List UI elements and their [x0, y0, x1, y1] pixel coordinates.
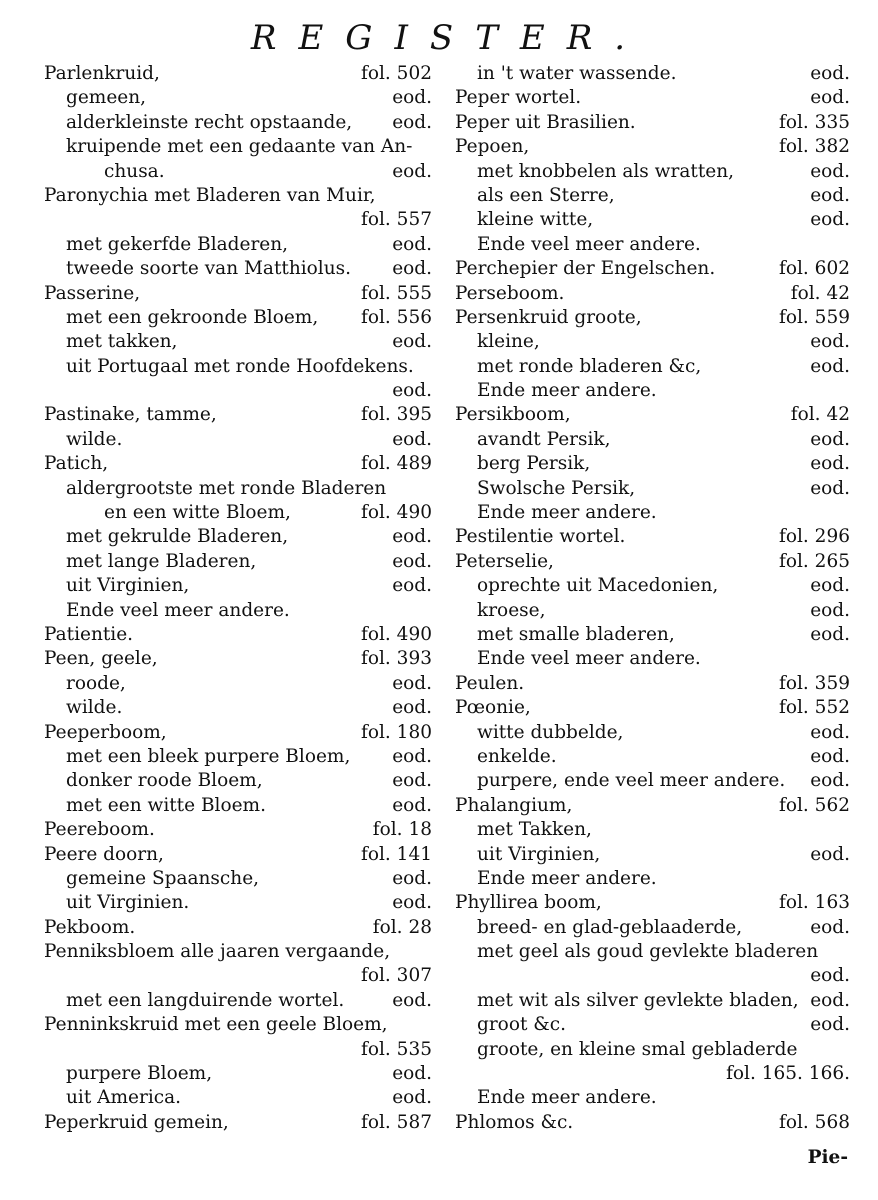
entry-folio: fol. 307: [361, 965, 432, 987]
entry-folio: eod.: [392, 87, 432, 109]
entry-term: wilde.: [66, 428, 123, 450]
entry-term: Ende veel meer andere.: [66, 599, 290, 621]
entry-term: Pœonie,: [455, 697, 531, 719]
index-entry: [44, 574, 432, 598]
entry-folio: eod.: [392, 258, 432, 280]
entry-folio: eod.: [392, 331, 432, 353]
entry-term: Pepoen,: [455, 136, 530, 158]
entry-term: kleine witte,: [477, 209, 594, 231]
index-entry: [455, 769, 850, 793]
entry-folio: eod.: [810, 428, 850, 450]
index-entry: [44, 916, 432, 940]
index-entry: [44, 355, 432, 379]
index-entry: [44, 160, 432, 184]
entry-term: Pestilentie wortel.: [455, 526, 626, 548]
index-entry: [44, 721, 432, 745]
entry-term: Peeperboom,: [44, 721, 167, 743]
entry-folio: fol. 587: [361, 1111, 432, 1133]
index-entry: [455, 452, 850, 476]
entry-folio: eod.: [810, 721, 850, 743]
entry-term: uit Portugaal met ronde Hoofdekens.: [66, 355, 414, 377]
index-entry: [44, 1038, 432, 1062]
entry-folio: eod.: [392, 160, 432, 182]
index-entry: [455, 1086, 850, 1110]
entry-term: Swolsche Persik,: [477, 477, 636, 499]
index-entry: [455, 379, 850, 403]
entry-folio: eod.: [392, 794, 432, 816]
index-entry: [455, 599, 850, 623]
entry-folio: fol. 165. 166.: [726, 1063, 850, 1085]
entry-term: gemeine Spaansche,: [66, 867, 260, 889]
index-entry: [44, 62, 432, 86]
entry-term: Patientie.: [44, 623, 134, 645]
index-entry: [455, 989, 850, 1013]
entry-term: Penniksbloem alle jaaren vergaande,: [44, 941, 391, 963]
entry-term: met knobbelen als wratten,: [477, 160, 735, 182]
index-entry: [44, 940, 432, 964]
entry-folio: fol. 556: [361, 306, 432, 328]
entry-term: oprechte uit Macedonien,: [477, 575, 719, 597]
index-entry: [455, 1062, 850, 1086]
index-entry: [455, 672, 850, 696]
entry-term: uit Virginien,: [477, 843, 601, 865]
index-entry: [44, 86, 432, 110]
index-entry: [455, 916, 850, 940]
index-entry: [44, 599, 432, 623]
index-entry: [44, 769, 432, 793]
entry-folio: eod.: [392, 1087, 432, 1109]
left-index-column: [44, 62, 432, 1135]
index-entry: [44, 1013, 432, 1037]
entry-folio: fol. 562: [779, 794, 850, 816]
entry-term: Phlomos &c.: [455, 1111, 574, 1133]
entry-term: Persikboom,: [455, 404, 571, 426]
entry-term: avandt Persik,: [477, 428, 611, 450]
entry-folio: fol. 552: [779, 697, 850, 719]
index-entry: [44, 623, 432, 647]
entry-term: purpere Bloem,: [66, 1063, 213, 1085]
index-entry: [44, 989, 432, 1013]
entry-term: Penninkskruid met een geele Bloem,: [44, 1014, 388, 1036]
entry-term: kleine,: [477, 331, 540, 353]
index-entry: [44, 379, 432, 403]
entry-folio: fol. 296: [779, 526, 850, 548]
entry-term: met geel als goud gevlekte bladeren: [477, 941, 819, 963]
entry-folio: eod.: [392, 1063, 432, 1085]
entry-term: groote, en kleine smal gebladerde: [477, 1038, 798, 1060]
entry-folio: eod.: [392, 745, 432, 767]
index-entry: [455, 111, 850, 135]
entry-term: Phyllirea boom,: [455, 892, 602, 914]
index-entry: [455, 477, 850, 501]
entry-folio: eod.: [392, 989, 432, 1011]
entry-folio: eod.: [810, 575, 850, 597]
index-entry: [44, 477, 432, 501]
entry-folio: eod.: [810, 965, 850, 987]
index-entry: [455, 794, 850, 818]
entry-term: met een bleek purpere Bloem,: [66, 745, 351, 767]
index-entry: [44, 525, 432, 549]
index-entry: [455, 135, 850, 159]
entry-folio: eod.: [810, 843, 850, 865]
entry-term: met lange Bladeren,: [66, 550, 257, 572]
entry-term: enkelde.: [477, 745, 557, 767]
entry-term: met ronde bladeren &c,: [477, 355, 702, 377]
entry-term: Peulen.: [455, 672, 525, 694]
index-entry: [455, 721, 850, 745]
entry-term: kruipende met een gedaante van An-: [66, 136, 413, 158]
entry-term: Passerine,: [44, 282, 141, 304]
entry-term: Pekboom.: [44, 916, 136, 938]
entry-term: groot &c.: [477, 1014, 566, 1036]
entry-term: en een witte Bloem,: [104, 502, 291, 524]
entry-term: aldergrootste met ronde Bladeren: [66, 477, 387, 499]
entry-folio: fol. 535: [361, 1038, 432, 1060]
entry-folio: eod.: [810, 87, 850, 109]
entry-folio: eod.: [810, 745, 850, 767]
entry-folio: fol. 42: [790, 404, 850, 426]
entry-folio: eod.: [392, 380, 432, 402]
entry-folio: fol. 568: [779, 1111, 850, 1133]
entry-folio: fol. 163: [779, 892, 850, 914]
index-entry: [44, 257, 432, 281]
entry-term: purpere, ende veel meer andere.: [477, 770, 786, 792]
entry-term: met gekrulde Bladeren,: [66, 526, 289, 548]
entry-folio: fol. 490: [361, 502, 432, 524]
index-entry: [44, 330, 432, 354]
entry-folio: eod.: [810, 477, 850, 499]
entry-term: wilde.: [66, 697, 123, 719]
entry-term: met wit als silver gevlekte bladen,: [477, 989, 799, 1011]
entry-term: breed- en glad-geblaaderde,: [477, 916, 743, 938]
entry-folio: eod.: [392, 111, 432, 133]
entry-folio: eod.: [810, 63, 850, 84]
entry-folio: eod.: [392, 770, 432, 792]
entry-term: witte dubbelde,: [477, 721, 624, 743]
index-entry: [455, 233, 850, 257]
entry-term: chusa.: [104, 160, 165, 182]
index-entry: [455, 940, 850, 964]
entry-term: alderkleinste recht opstaande,: [66, 111, 353, 133]
index-entry: [455, 257, 850, 281]
entry-folio: eod.: [810, 623, 850, 645]
index-entry: [44, 111, 432, 135]
index-entry: [44, 1111, 432, 1135]
entry-folio: fol. 335: [779, 111, 850, 133]
entry-term: kroese,: [477, 599, 546, 621]
entry-folio: eod.: [810, 453, 850, 475]
index-entry: [455, 62, 850, 86]
entry-folio: eod.: [810, 916, 850, 938]
entry-folio: eod.: [810, 770, 850, 792]
index-entry: [44, 843, 432, 867]
entry-folio: eod.: [392, 575, 432, 597]
index-entry: [455, 843, 850, 867]
index-entry: [44, 672, 432, 696]
entry-folio: eod.: [392, 867, 432, 889]
index-entry: [44, 282, 432, 306]
entry-folio: eod.: [392, 428, 432, 450]
entry-term: Pastinake, tamme,: [44, 404, 217, 426]
entry-term: donker roode Bloem,: [66, 770, 263, 792]
entry-folio: fol. 557: [361, 209, 432, 231]
index-entry: [455, 623, 850, 647]
index-entry: [455, 647, 850, 671]
index-entry: [44, 1062, 432, 1086]
index-entry: [455, 355, 850, 379]
entry-term: als een Sterre,: [477, 184, 615, 206]
entry-term: Peen, geele,: [44, 648, 158, 670]
index-entry: [44, 184, 432, 208]
index-entry: [455, 330, 850, 354]
entry-folio: eod.: [392, 892, 432, 914]
index-entry: [455, 696, 850, 720]
entry-folio: fol. 490: [361, 623, 432, 645]
index-entry: [44, 550, 432, 574]
index-entry: [44, 403, 432, 427]
entry-term: Peper wortel.: [455, 87, 582, 109]
entry-folio: fol. 382: [779, 136, 850, 158]
index-entry: [44, 501, 432, 525]
entry-folio: eod.: [392, 550, 432, 572]
entry-term: roode,: [66, 672, 126, 694]
entry-term: Phalangium,: [455, 794, 573, 816]
index-entry: [455, 964, 850, 988]
entry-folio: eod.: [392, 526, 432, 548]
right-index-column: [455, 62, 850, 1135]
entry-term: uit Virginien,: [66, 575, 190, 597]
entry-folio: eod.: [810, 209, 850, 231]
entry-term: Ende veel meer andere.: [477, 233, 701, 255]
entry-term: met gekerfde Bladeren,: [66, 233, 289, 255]
index-entry: [44, 208, 432, 232]
index-entry: [44, 964, 432, 988]
index-entry: [44, 233, 432, 257]
index-entry: [455, 86, 850, 110]
entry-term: uit Virginien.: [66, 892, 190, 914]
entry-folio: fol. 42: [790, 282, 850, 304]
index-entry: [44, 135, 432, 159]
entry-term: Peperkruid gemein,: [44, 1111, 229, 1133]
entry-term: Peper uit Brasilien.: [455, 111, 636, 133]
entry-folio: fol. 180: [361, 721, 432, 743]
entry-term: gemeen,: [66, 87, 147, 109]
index-entry: [455, 1111, 850, 1135]
entry-term: Peterselie,: [455, 550, 554, 572]
index-entry: [455, 403, 850, 427]
entry-term: Peere doorn,: [44, 843, 164, 865]
index-entry: [44, 867, 432, 891]
index-entry: [455, 1013, 850, 1037]
entry-term: tweede soorte van Matthiolus.: [66, 258, 352, 280]
entry-folio: fol. 18: [372, 819, 432, 841]
index-entry: [455, 745, 850, 769]
entry-folio: fol. 559: [779, 306, 850, 328]
entry-term: met een langduirende wortel.: [66, 989, 345, 1011]
entry-term: Patich,: [44, 453, 109, 475]
entry-folio: fol. 359: [779, 672, 850, 694]
entry-folio: eod.: [392, 697, 432, 719]
entry-folio: eod.: [810, 160, 850, 182]
entry-folio: fol. 395: [361, 404, 432, 426]
entry-term: met een witte Bloem.: [66, 794, 266, 816]
catchword: Pie-: [807, 1147, 848, 1168]
index-entry: [44, 891, 432, 915]
index-entry: [455, 282, 850, 306]
entry-term: Ende meer andere.: [477, 502, 657, 524]
entry-term: Ende meer andere.: [477, 867, 657, 889]
entry-folio: fol. 28: [372, 916, 432, 938]
index-entry: [455, 184, 850, 208]
index-entry: [455, 867, 850, 891]
entry-folio: fol. 265: [779, 550, 850, 572]
entry-folio: eod.: [810, 1014, 850, 1036]
index-entry: [455, 550, 850, 574]
entry-term: Parlenkruid,: [44, 63, 160, 84]
entry-folio: fol. 502: [361, 63, 432, 84]
entry-term: Peereboom.: [44, 819, 155, 841]
entry-term: Paronychia met Bladeren van Muir,: [44, 184, 376, 206]
entry-term: Ende meer andere.: [477, 1087, 657, 1109]
index-entry: [455, 160, 850, 184]
index-entry: [455, 428, 850, 452]
entry-folio: eod.: [810, 599, 850, 621]
entry-term: Perseboom.: [455, 282, 565, 304]
index-entry: [44, 794, 432, 818]
index-entry: [455, 891, 850, 915]
entry-term: met smalle bladeren,: [477, 623, 675, 645]
page-title: REGISTER.: [250, 18, 648, 58]
index-entry: [455, 501, 850, 525]
entry-term: met takken,: [66, 331, 178, 353]
index-entry: [455, 208, 850, 232]
index-entry: [455, 818, 850, 842]
entry-term: met Takken,: [477, 819, 592, 841]
index-entry: [44, 306, 432, 330]
index-entry: [455, 306, 850, 330]
entry-term: Perchepier der Engelschen.: [455, 258, 716, 280]
entry-folio: fol. 141: [361, 843, 432, 865]
entry-term: in 't water wassende.: [477, 63, 677, 84]
entry-term: met een gekroonde Bloem,: [66, 306, 319, 328]
index-entry: [44, 696, 432, 720]
index-entry: [44, 1086, 432, 1110]
entry-term: Ende veel meer andere.: [477, 648, 701, 670]
entry-term: Persenkruid groote,: [455, 306, 642, 328]
entry-folio: fol. 489: [361, 453, 432, 475]
entry-folio: eod.: [810, 184, 850, 206]
index-entry: [44, 818, 432, 842]
index-entry: [44, 452, 432, 476]
index-entry: [44, 647, 432, 671]
entry-term: uit America.: [66, 1087, 182, 1109]
entry-folio: fol. 555: [361, 282, 432, 304]
entry-folio: eod.: [392, 672, 432, 694]
entry-term: berg Persik,: [477, 453, 591, 475]
entry-folio: eod.: [810, 989, 850, 1011]
index-entry: [455, 574, 850, 598]
entry-folio: eod.: [392, 233, 432, 255]
entry-folio: eod.: [810, 355, 850, 377]
entry-folio: eod.: [810, 331, 850, 353]
entry-folio: fol. 602: [779, 258, 850, 280]
index-entry: [455, 1038, 850, 1062]
entry-folio: fol. 393: [361, 648, 432, 670]
index-entry: [44, 745, 432, 769]
index-entry: [455, 525, 850, 549]
index-entry: [44, 428, 432, 452]
entry-term: Ende meer andere.: [477, 380, 657, 402]
